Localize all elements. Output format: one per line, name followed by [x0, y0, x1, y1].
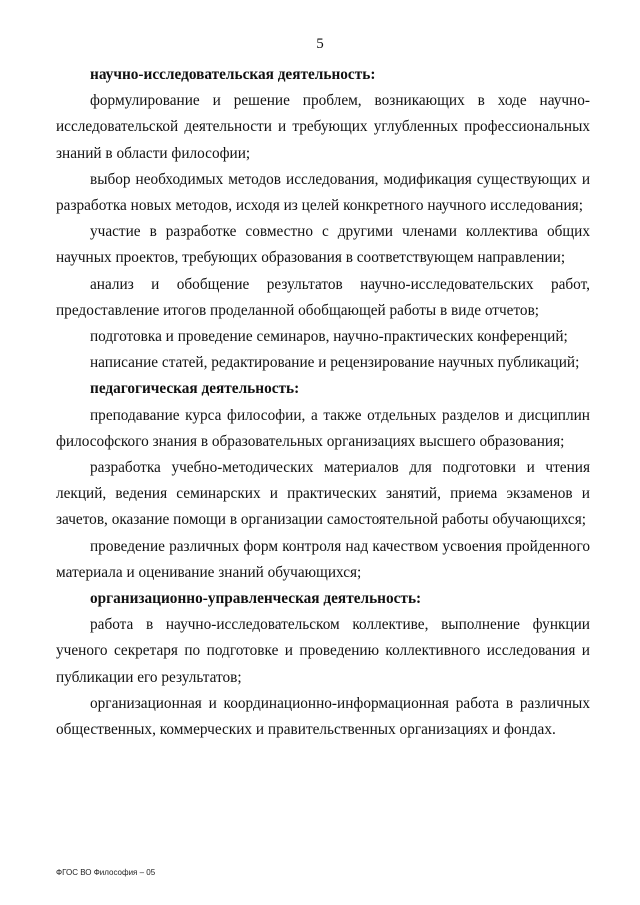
- research-item-6: написание статей, редактирование и рецензирование научных публикаций;: [90, 354, 580, 372]
- research-item-2: выбор необходимых методов исследования, модификация существующих и разработка новых методов, исходя из целей конкретного научного исследования;: [56, 170, 590, 215]
- section-heading-management: организационно-управленческая деятельность:: [90, 590, 422, 608]
- research-item-5: подготовка и проведение семинаров, научно-практических конференций;: [90, 328, 568, 346]
- pedagogical-item-1: преподавание курса философии, а также отдельных разделов и дисциплин философского знания в образовательных организациях высшего образования;: [56, 406, 590, 450]
- research-item-3: участие в разработке совместно с другими членами коллектива общих научных проектов, требующих образования в соответствующем направлении;: [56, 223, 590, 267]
- pedagogical-item-2: разработка учебно-методических материалов для подготовки и чтения лекций, ведения семинарских и практических занятий, приема экзаменов и зачетов, оказание помощи в организации самостоятельной работы обучающихся;: [56, 459, 590, 529]
- research-item-4: анализ и обобщение результатов научно-исследовательских работ, предоставление итогов проделанной обобщающей работы в виде отчетов;: [56, 275, 590, 319]
- research-item-1: формулирование и решение проблем, возникающих в ходе научно-исследовательской деятельности и требующих углубленных профессиональных знаний в области философии;: [56, 92, 590, 162]
- document-footer: ФГОС ВО Философия – 05: [56, 868, 156, 877]
- management-item-1: работа в научно-исследовательском коллективе, выполнение функции ученого секретаря по подготовке и проведению коллективного исследования и публикации его результатов;: [56, 616, 590, 686]
- section-heading-pedagogical: педагогическая деятельность:: [90, 380, 300, 398]
- pedagogical-item-3: проведение различных форм контроля над качеством усвоения пройденного материала и оценивание знаний обучающихся;: [56, 537, 590, 581]
- document-body: [56, 62, 590, 743]
- section-heading-research: научно-исследовательская деятельность:: [90, 66, 376, 83]
- page-number: 5: [316, 36, 324, 52]
- management-item-2: организационная и координационно-информационная работа в различных общественных, коммерческих и правительственных организациях и фондах.: [56, 694, 590, 739]
